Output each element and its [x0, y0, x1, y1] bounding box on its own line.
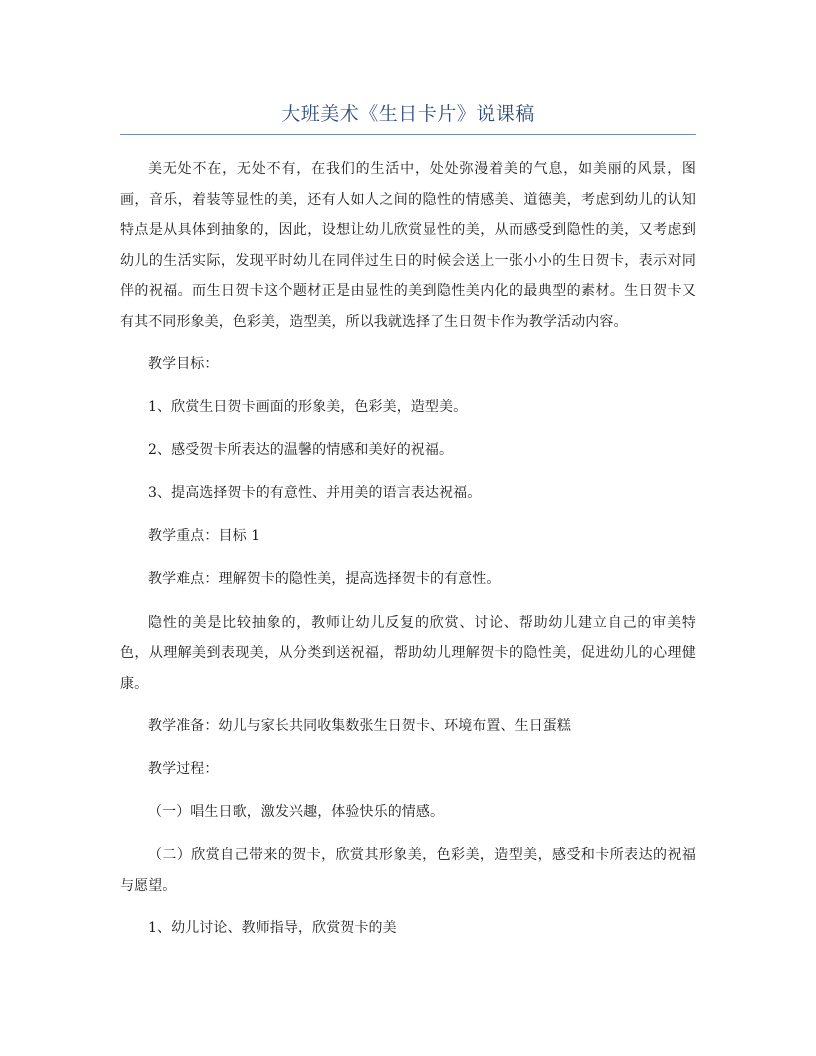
preparation: 教学准备：幼儿与家长共同收集数张生日贺卡、环境布置、生日蛋糕 — [148, 718, 571, 735]
key-point: 教学重点：目标 1 — [148, 528, 261, 545]
intro-paragraph: 美无处不在，无处不有，在我们的生活中，处处弥漫着美的气息，如美丽的风景，图画，音乐，着装等显性的美，还有人如人之间的隐性的情感美、道德美，考虑到幼儿的认知特点是从具体到抽象的，因此，设想让幼儿欣赏显性的美，从而感受到隐性的美，又考虑到幼儿的生活实际，发现平时幼儿在同伴过生日的时候会送上一张小小的生日贺卡，表示对同伴的祝福。而生日贺卡这个题材正是由显性的美到隐性美内化的最典型的素材。生日贺卡又有其不同形象美，色彩美，造型美，所以我就选择了生日贺卡作为教学活动内容。 — [120, 161, 696, 330]
objectives-heading: 教学目标： — [148, 356, 219, 372]
objective-item-2: 2、感受贺卡所表达的温馨的情感和美好的祝福。 — [148, 442, 454, 459]
difficult-point: 教学难点：理解贺卡的隐性美，提高选择贺卡的有意性。 — [148, 571, 501, 588]
objective-item-1: 1、欣赏生日贺卡画面的形象美，色彩美，造型美。 — [148, 399, 468, 416]
objective-item-3: 3、提高选择贺卡的有意性、并用美的语言表达祝福。 — [148, 485, 482, 502]
process-heading: 教学过程： — [148, 761, 219, 778]
process-step-1: （一）唱生日歌，激发兴趣，体验快乐的情感。 — [148, 804, 445, 821]
process-step-2: （二）欣赏自己带来的贺卡，欣赏其形象美，色彩美，造型美，感受和卡所表达的祝福与愿望。 — [120, 847, 696, 894]
document-body — [120, 154, 696, 956]
difficulty-explanation: 隐性的美是比较抽象的，教师让幼儿反复的欣赏、讨论、帮助幼儿建立自己的审美特色，从理解美到表现美，从分类到送祝福，帮助幼儿理解贺卡的隐性美，促进幼儿的心理健康。 — [120, 614, 696, 692]
process-substep-1: 1、幼儿讨论、教师指导，欣赏贺卡的美 — [148, 920, 397, 937]
title-underline — [120, 134, 696, 135]
document-title: 大班美术《生日卡片》说课稿 — [281, 103, 535, 125]
